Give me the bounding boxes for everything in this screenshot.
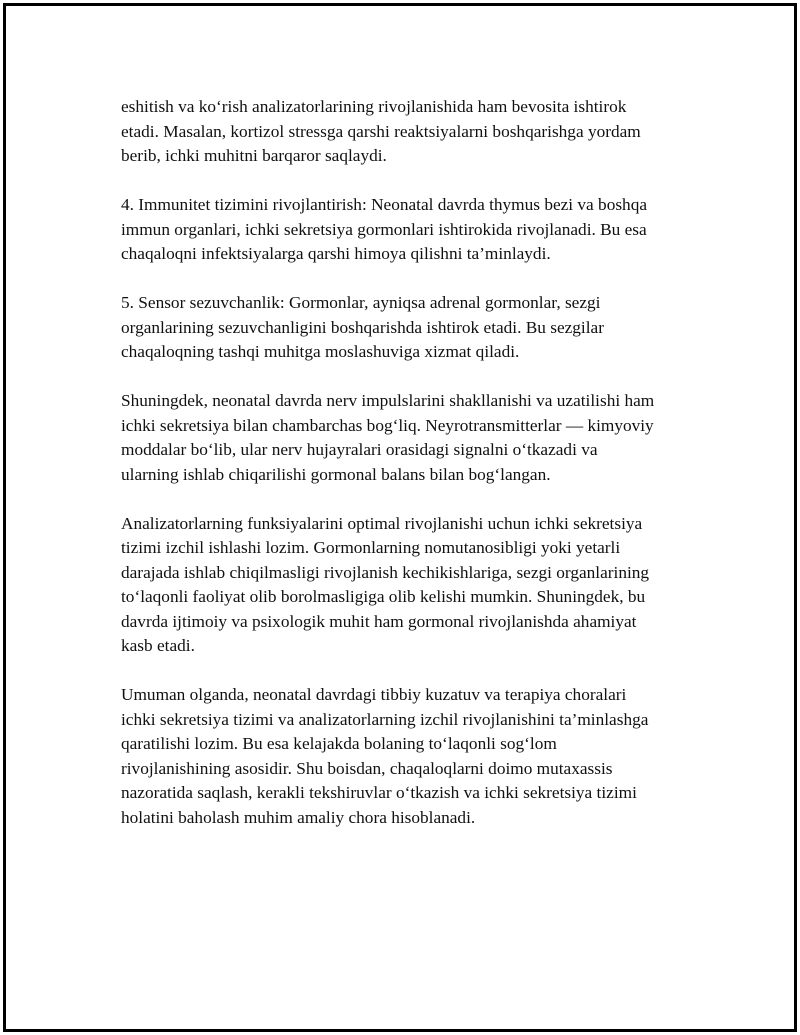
document-page: [3, 3, 797, 1032]
paragraph-conclusion: Umuman olganda, neonatal davrdagi tibbiy kuzatuv va terapiya choralari ichki sekretsiya tizimi va analizatorlarning izchil rivojlanishini ta’minlashga qaratilishi lozim. Bu esa kelajakda bolaning to‘laqonli sog‘lom rivojlanishining asosidir. Shu boisdan, chaqaloqlarni doimo mutaxassis nazoratida saqlash, kerakli tekshiruvlar o‘tkazish va ichki sekretsiya tizimi holatini baholash muhim amaliy chora hisoblanadi.: [121, 685, 649, 827]
paragraph-nerve-impulses: Shuningdek, neonatal davrda nerv impulslarini shakllanishi va uzatilishi ham ichki sekretsiya bilan chambarchas bog‘liq. Neyrotransmitterlar — kimyoviy moddalar bo‘lib, ular nerv hujayralari orasidagi signalni o‘tkazadi va ularning ishlab chiqarilishi gormonal balans bilan bog‘langan.: [121, 391, 655, 484]
paragraph-continuation: eshitish va ko‘rish analizatorlarining rivojlanishida ham bevosita ishtirok etadi. Masalan, kortizol stressga qarshi reaktsiyalarni boshqarishga yordam berib, ichki muhitni barqaror saqlaydi.: [121, 97, 641, 165]
document-body: [121, 95, 696, 855]
paragraph-sensory-sensitivity: 5. Sensor sezuvchanlik: Gormonlar, ayniqsa adrenal gormonlar, sezgi organlarining sezuvchanligini boshqarishda ishtirok etadi. Bu sezgilar chaqaloqning tashqi muhitga moslashuviga xizmat qiladi.: [121, 293, 604, 361]
paragraph-immune-system: 4. Immunitet tizimini rivojlantirish: Neonatal davrda thymus bezi va boshqa immun organlari, ichki sekretsiya gormonlari ishtirokida rivojlanadi. Bu esa chaqaloqni infektsiyalarga qarshi himoya qilishni ta’minlaydi.: [121, 195, 648, 263]
paragraph-analyzer-functions: Analizatorlarning funksiyalarini optimal rivojlanishi uchun ichki sekretsiya tizimi izchil ishlashi lozim. Gormonlarning nomutanosibligi yoki yetarli darajada ishlab chiqilmasligi rivojlanish kechikishlariga, sezgi organlarining to‘laqonli faoliyat olib borolmasligiga olib kelishi mumkin. Shuningdek, bu davrda ijtimoiy va psixologik muhit ham gormonal rivojlanishda ahamiyat kasb etadi.: [121, 513, 650, 655]
